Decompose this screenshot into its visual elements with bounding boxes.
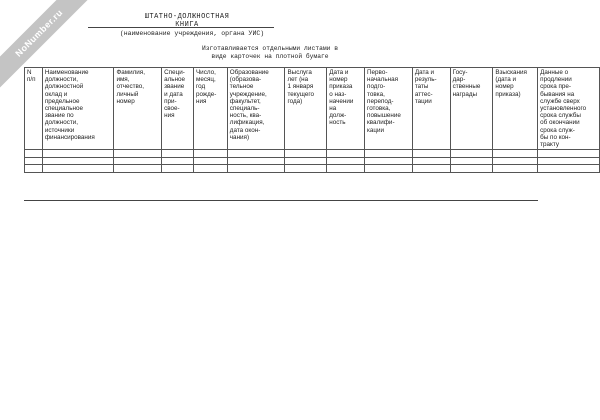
table-cell[interactable] <box>193 150 227 158</box>
table-cell[interactable] <box>493 165 538 173</box>
col-header-appointment-order: Дата и номер приказа о наз- начении на долж- ность <box>327 68 365 150</box>
table-cell[interactable] <box>327 150 365 158</box>
table-cell[interactable] <box>285 150 327 158</box>
table-row <box>25 157 600 165</box>
table-cell[interactable] <box>25 150 43 158</box>
table-cell[interactable] <box>193 165 227 173</box>
table-cell[interactable] <box>450 157 493 165</box>
table-cell[interactable] <box>450 150 493 158</box>
col-header-education: Образование (образова- тельное учреждение, факультет, специаль- ность, ква- лификация, дата окон- чания) <box>227 68 285 150</box>
table-cell[interactable] <box>162 165 194 173</box>
table-cell[interactable] <box>365 165 413 173</box>
col-header-state-awards: Госу- дар- ственные награды <box>450 68 493 150</box>
table-cell[interactable] <box>493 157 538 165</box>
table-cell[interactable] <box>114 157 162 165</box>
org-name-blank-line <box>88 27 274 28</box>
table-cell[interactable] <box>25 157 43 165</box>
table-cell[interactable] <box>365 157 413 165</box>
table-cell[interactable] <box>42 165 114 173</box>
table-cell[interactable] <box>114 165 162 173</box>
col-header-service-length: Выслуга лет (на 1 января текущего года) <box>285 68 327 150</box>
table-header-row <box>25 68 600 150</box>
col-header-service-extension: Данные о продлении срока пре- бывания на службе сверх установленного срока службы об окончании срока служ- бы по кон- тракту <box>538 68 600 150</box>
col-header-attestation: Дата и резуль- таты аттес- тации <box>412 68 450 150</box>
table-cell[interactable] <box>285 165 327 173</box>
table-cell[interactable] <box>162 157 194 165</box>
table-cell[interactable] <box>450 165 493 173</box>
bottom-rule <box>24 200 538 201</box>
table-cell[interactable] <box>114 150 162 158</box>
table-cell[interactable] <box>227 157 285 165</box>
col-header-training: Перво- начальная подго- товка, перепод- готовка, повышение квалифи- кации <box>365 68 413 150</box>
col-header-number: N п/п <box>25 68 43 150</box>
table-cell[interactable] <box>538 150 600 158</box>
table-cell[interactable] <box>493 150 538 158</box>
col-header-full-name: Фамилия, имя, отчество, личный номер <box>114 68 162 150</box>
col-header-birth-date: Число, месяц, год рожде- ния <box>193 68 227 150</box>
col-header-special-rank: Специ- альное звание и дата при- свое- ния <box>162 68 194 150</box>
document-title: ШТАТНО-ДОЛЖНОСТНАЯ КНИГА <box>144 13 230 29</box>
table-cell[interactable] <box>412 157 450 165</box>
table-cell[interactable] <box>42 150 114 158</box>
col-header-penalties: Взыскания (дата и номер приказа) <box>493 68 538 150</box>
org-name-caption: (наименование учреждения, органа УИС) <box>119 30 265 37</box>
table-cell[interactable] <box>538 157 600 165</box>
staff-book-table <box>24 67 600 173</box>
production-note: Изготавливается отдельными листами в виде карточек на плотной бумаге <box>201 45 339 61</box>
table-cell[interactable] <box>193 157 227 165</box>
table-cell[interactable] <box>327 165 365 173</box>
table-cell[interactable] <box>227 165 285 173</box>
table-cell[interactable] <box>327 157 365 165</box>
table-cell[interactable] <box>25 165 43 173</box>
table-cell[interactable] <box>538 165 600 173</box>
table-cell[interactable] <box>162 150 194 158</box>
table-cell[interactable] <box>227 150 285 158</box>
table-row <box>25 165 600 173</box>
table-row <box>25 150 600 158</box>
table-cell[interactable] <box>42 157 114 165</box>
table-cell[interactable] <box>412 165 450 173</box>
table-cell[interactable] <box>285 157 327 165</box>
col-header-position: Наименование должности, должностной оклад и предельное специальное звание по должности, источники финансирования <box>42 68 114 150</box>
watermark-text: NoNumber.ru <box>13 7 65 59</box>
table-cell[interactable] <box>365 150 413 158</box>
table-cell[interactable] <box>412 150 450 158</box>
